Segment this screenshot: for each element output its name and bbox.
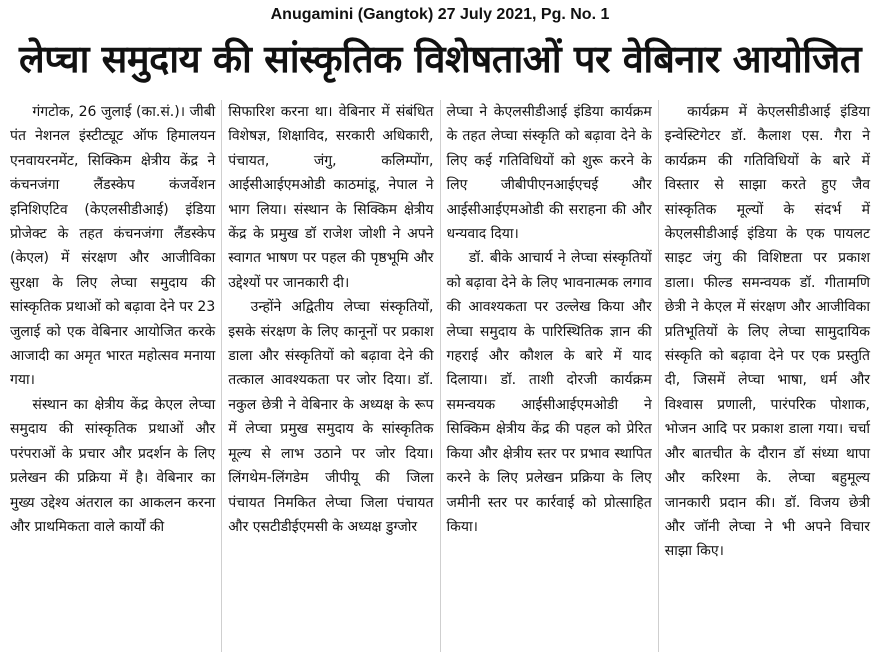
article-column-3 (440, 100, 658, 652)
article-body (4, 100, 876, 652)
article-paragraph: डॉ. बीके आचार्य ने लेप्चा संस्कृतियों को बढ़ावा देने के लिए भावनात्मक लगाव की आवश्यकता पर उल्लेख किया और लेप्चा समुदाय के पारिस्थितिक ज्ञान की गहराई और कौशल के बारे में याद दिलाया। डॉ. ताशी दोरजी कार्यक्रम समन्वयक आईसीआईएमओडी ने सिक्किम क्षेत्रीय केंद्र की पहल को प्रेरित किया और क्षेत्रीय स्तर पर प्रभाव स्थापित करने के लिए प्रलेखन प्रक्रिया के लिए जमीनी स्तर पर कार्रवाई को प्रोत्साहित किया। (446, 250, 652, 535)
article-paragraph: संस्थान का क्षेत्रीय केंद्र केएल लेप्चा समुदाय की सांस्कृतिक प्रथाओं और परंपराओं के प्रचार और प्रदर्शन के लिए प्रलेखन की प्रक्रिया में है। वेबिनार का मुख्य उद्देश्य अंतराल का आकलन करना और प्राथमिकता वाले कार्यों की (10, 396, 216, 535)
source-line: Anugamini (Gangtok) 27 July 2021, Pg. No. 1 (270, 6, 610, 23)
article-paragraph: उन्होंने अद्वितीय लेप्चा संस्कृतियों, इसके संरक्षण के लिए कानूनों पर प्रकाश डाला और संस्कृतियों को बढ़ावा देने की तत्काल आवश्यकता पर जोर दिया। डॉ. नकुल छेत्री ने वेबिनार के अध्यक्ष के रूप में लेप्चा प्रमुख समुदाय के सांस्कृतिक मूल्य से लाभ उठाने पर जोर दिया। लिंगथेम-लिंगडेम जीपीयू की जिला पंचायत निमकित लेप्चा जिला पंचायत और एसटीडीईएमसी के अध्यक्ष डुग्जोर (228, 299, 434, 535)
article-paragraph: लेप्चा ने केएलसीडीआई इंडिया कार्यक्रम के तहत लेप्चा संस्कृति को बढ़ावा देने के लिए कई गतिविधियों को शुरू करने के लिए जीबीपीएनआईएचई और आईसीआईएमओडी की सराहना की और धन्यवाद दिया। (446, 104, 652, 243)
article-column-2 (221, 100, 439, 652)
article-paragraph: गंगटोक, 26 जुलाई (का.सं.)। जीबी पंत नेशनल इंस्टीट्यूट ऑफ हिमालयन एनवायरनमेंट, सिक्किम क्षेत्रीय केंद्र ने कंचनजंगा लैंडस्केप कंजर्वेशन इनिशिएटिव (केएलसीडीआई) इंडिया प्रोजेक्ट के तहत कंचनजंगा लैंडस्केप (केएल) में संरक्षण और आजीविका सुरक्षा के लिए लेप्चा समुदाय की सांस्कृतिक प्रथाओं को बढ़ावा देने पर 23 जुलाई को एक वेबिनार आयोजित करके आजादी का अमृत भारत महोत्सव मनाया गया। (10, 104, 216, 389)
article-column-4 (658, 100, 876, 652)
article-paragraph: सिफारिश करना था। वेबिनार में संबंधित विशेषज्ञ, शिक्षाविद, सरकारी अधिकारी, पंचायत, जंगु, कलिम्पोंग, आईसीआईएमओडी काठमांडू, नेपाल ने भाग लिया। संस्थान के सिक्किम क्षेत्रीय केंद्र के प्रमुख डॉ राजेश जोशी ने अपने स्वागत भाषण पर पहल की पृष्ठभूमि और उद्देश्यों पर जानकारी दी। (228, 104, 434, 291)
headline: लेप्चा समुदाय की सांस्कृतिक विशेषताओं पर वेबिनार आयोजित (18, 37, 862, 81)
article-column-1 (4, 100, 221, 652)
article-paragraph: कार्यक्रम में केएलसीडीआई इंडिया इन्वेस्टिगेटर डॉ. कैलाश एस. गैरा ने कार्यक्रम की गतिविधियों के बारे में विस्तार से साझा करते हुए जैव सांस्कृतिक मूल्यों के संदर्भ में केएलसीडीआई इंडिया के एक पायलट साइट जंगु की विशिष्टता पर प्रकाश डाला। फील्ड समन्वयक डॉ. गीतामणि छेत्री ने केएल में संरक्षण और आजीविका प्रतिभूतियों के लिए लेप्चा सामुदायिक संस्कृति को बढ़ावा देने पर एक प्रस्तुति दी, जिसमें लेप्चा भाषा, धर्म और विश्वास प्रणाली, पारंपरिक पोशाक, भोजन आदि पर प्रकाश डाला गया। चर्चा और बातचीत के दौरान डॉ संध्या थापा और करिश्मा के. लेप्चा बहुमूल्य जानकारी प्रदान की। डॉ. विजय छेत्री और जॉनी लेप्चा ने भी अपने विचार साझा किए। (664, 104, 870, 560)
